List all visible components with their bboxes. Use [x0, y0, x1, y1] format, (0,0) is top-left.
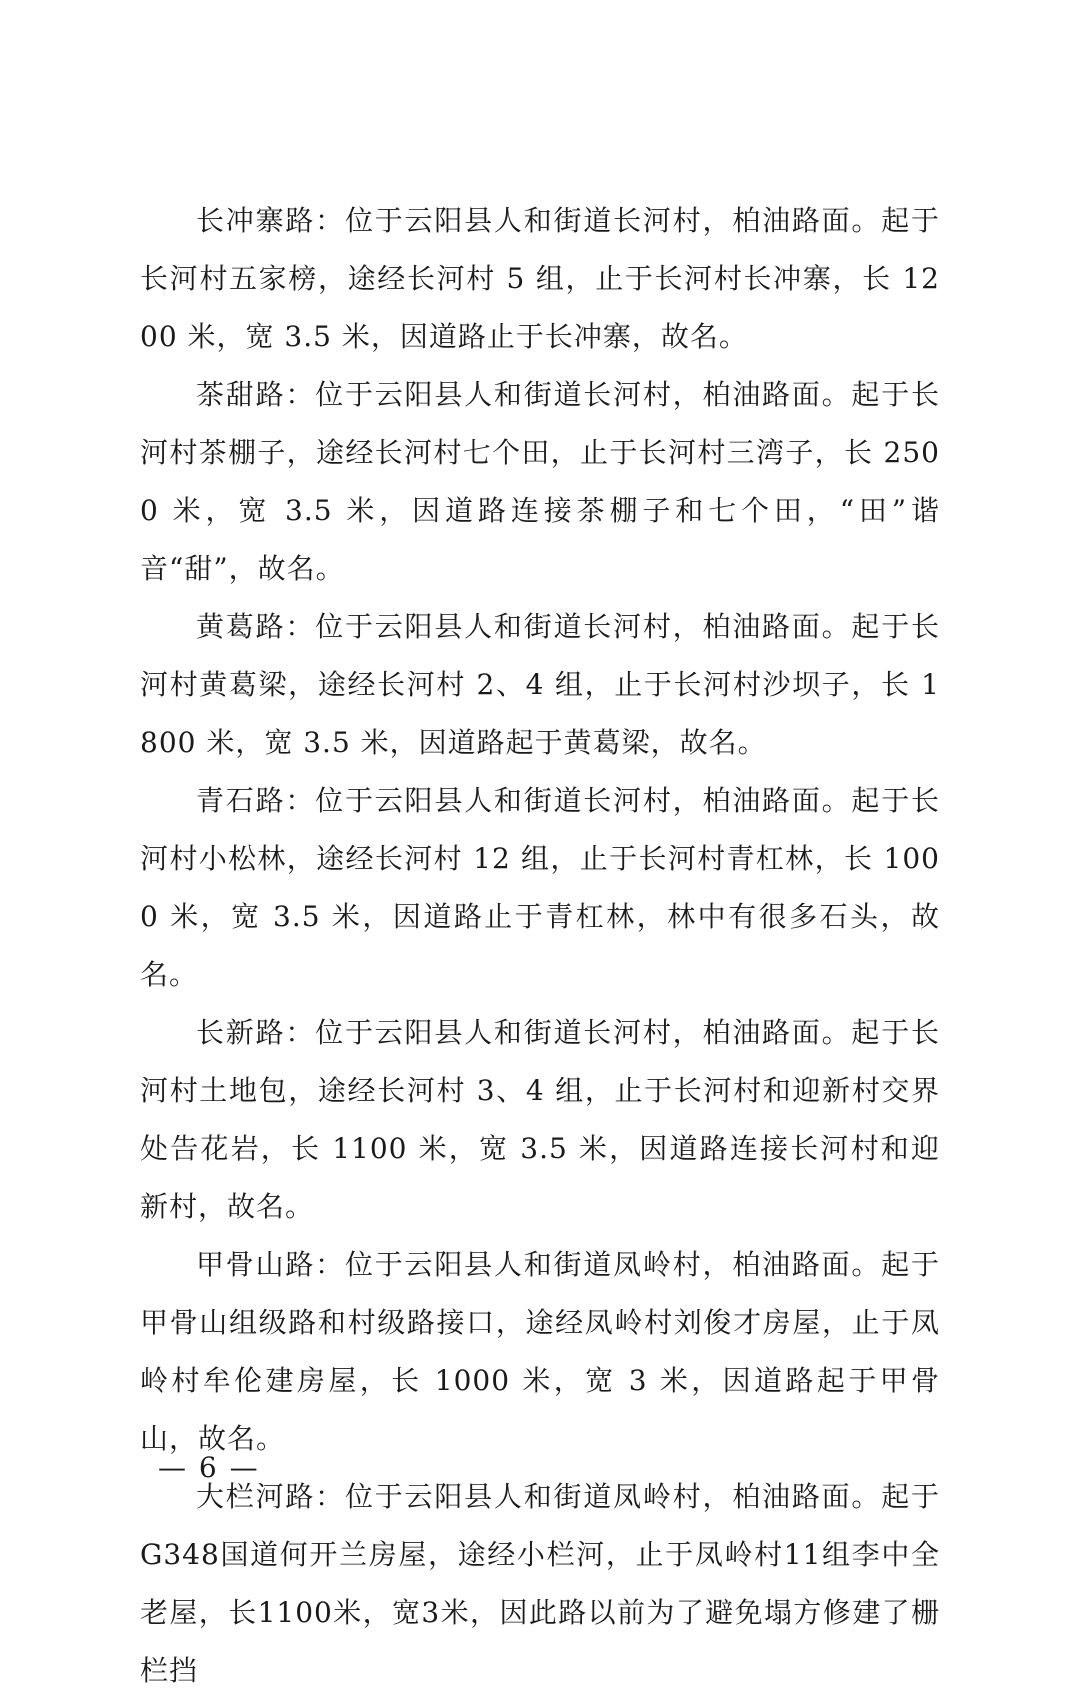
paragraph-changchongzhai-road: 长冲寨路：位于云阳县人和街道长河村，柏油路面。起于长河村五家榜，途经长河村 5 组，止于长河村长冲寨，长 1200 米，宽 3.5 米，因道路止于长冲寨，故名。 [140, 204, 940, 353]
paragraph-changxin-road: 长新路：位于云阳县人和街道长河村，柏油路面。起于长河村土地包，途经长河村 3、4 组，止于长河村和迎新村交界处告花岩，长 1100 米，宽 3.5 米，因道路连接长河村和迎新村，故名。 [140, 1016, 940, 1223]
paragraph-chatian-road: 茶甜路：位于云阳县人和街道长河村，柏油路面。起于长河村茶棚子，途经长河村七个田，止于长河村三湾子，长 2500 米，宽 3.5 米，因道路连接茶棚子和七个田，“田”谐音“甜”，故名。 [140, 378, 940, 585]
page-number: — 6 — [158, 1451, 260, 1484]
paragraph-jiagushan-road: 甲骨山路：位于云阳县人和街道凤岭村，柏油路面。起于甲骨山组级路和村级路接口，途经凤岭村刘俊才房屋，止于凤岭村牟伦建房屋，长 1000 米，宽 3 米，因道路起于甲骨山，故名。 [140, 1248, 940, 1455]
document-body [140, 192, 940, 1700]
paragraph-qingshi-road: 青石路：位于云阳县人和街道长河村，柏油路面。起于长河村小松林，途经长河村 12 组，止于长河村青杠林，长 1000 米，宽 3.5 米，因道路止于青杠林，林中有很多石头，故名。 [140, 784, 940, 991]
paragraph-dalanhe-road: 大栏河路：位于云阳县人和街道凤岭村，柏油路面。起于G348国道何开兰房屋，途经小栏河，止于凤岭村11组李中全老屋，长1100米，宽3米，因此路以前为了避免塌方修建了栅栏挡 [140, 1480, 940, 1687]
paragraph-huangge-road: 黄葛路：位于云阳县人和街道长河村，柏油路面。起于长河村黄葛梁，途经长河村 2、4 组，止于长河村沙坝子，长 1800 米，宽 3.5 米，因道路起于黄葛梁，故名。 [140, 610, 940, 759]
